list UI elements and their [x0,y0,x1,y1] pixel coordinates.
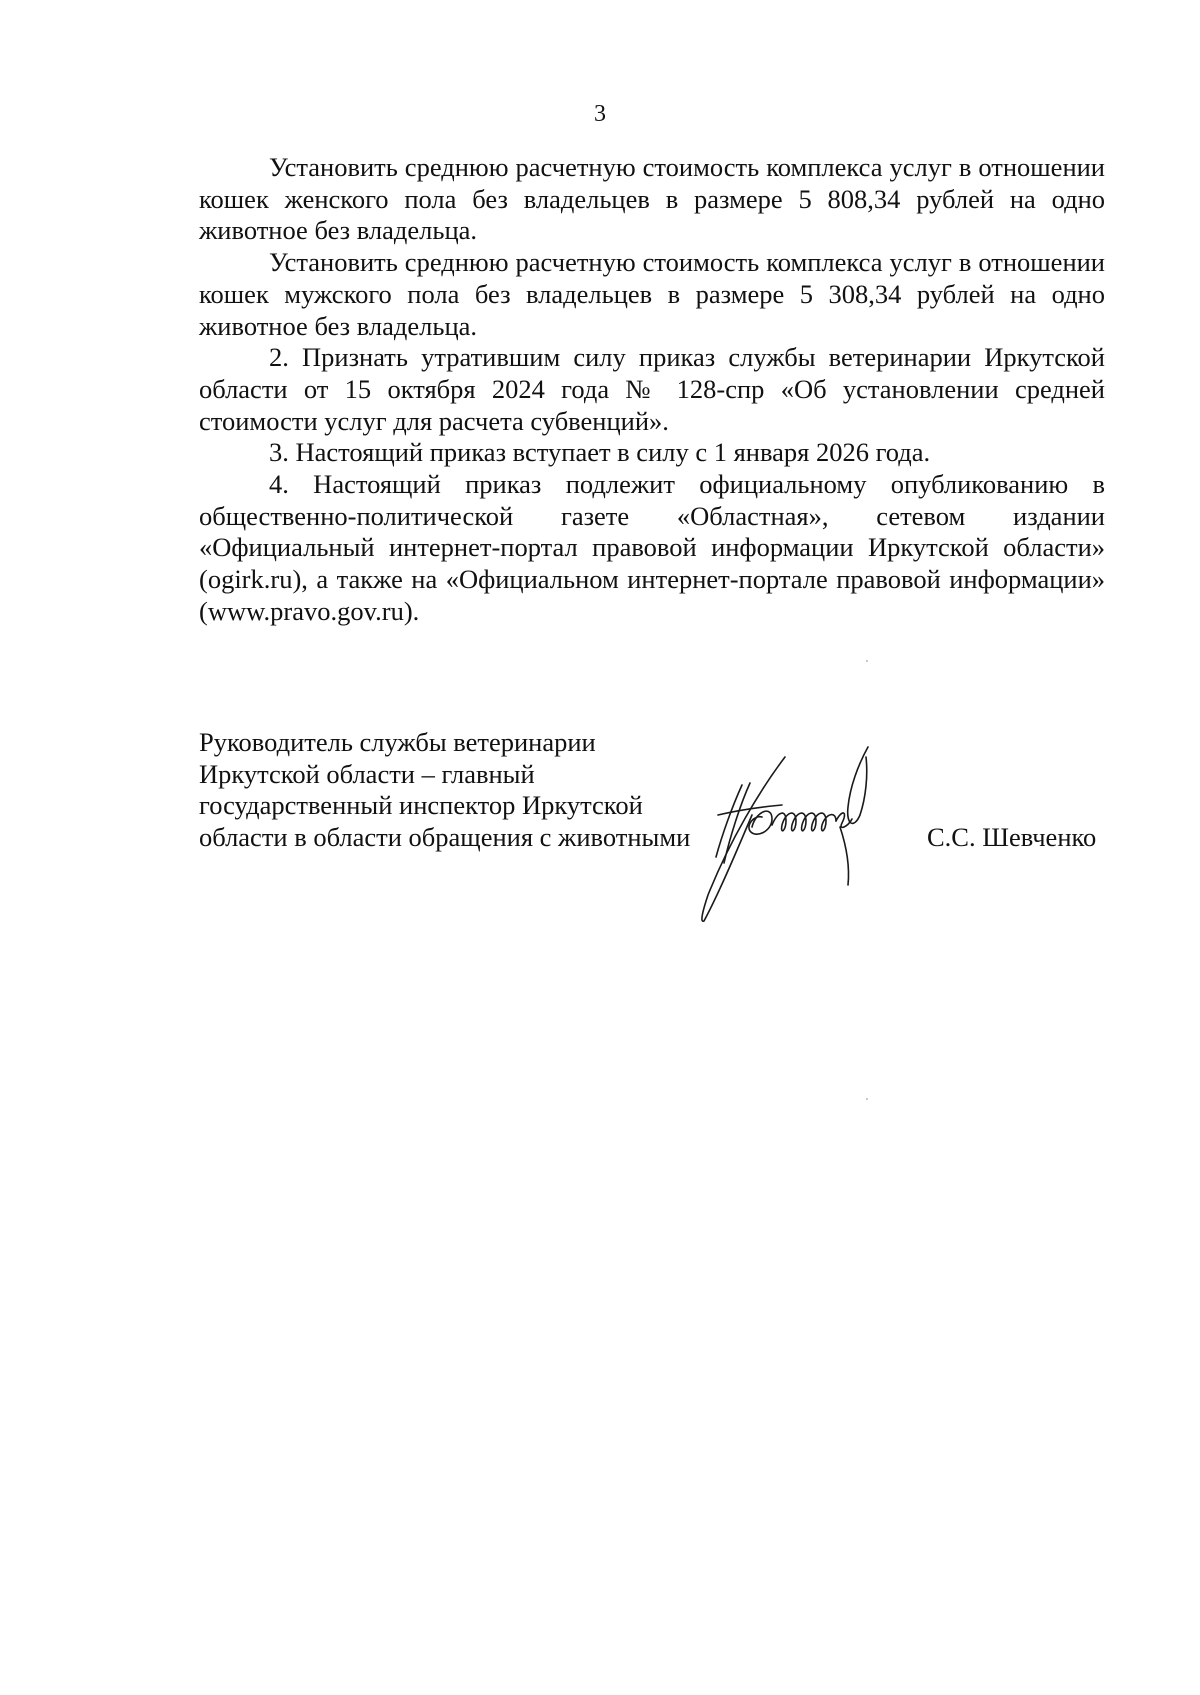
position-line: Руководитель службы ветеринарии [199,727,596,757]
page-number: 3 [594,101,606,127]
signer-name: С.С. Шевченко [927,822,1097,852]
position-line: области в области обращения с животными [199,822,691,853]
paragraph-publication: 4. Настоящий приказ подлежит официальному опубликованию в общественно-политической газете «Областная», сетевом издании «Официальный интернет-портал правовой информации Иркутской области» (ogirk.ru), а также на «Официальном интернет-портале правовой информации» (www.pravo.gov.ru). [199,469,1105,626]
paragraph-female-cats-cost: Установить среднюю расчетную стоимость комплекса услуг в отношении кошек женского пола без владельцев в размере 5 808,34 рублей на одно животное без владельца. [199,152,1105,246]
position-line: государственный инспектор Иркутской [199,790,643,821]
position-line: Иркутской области – главный [199,758,535,789]
handwritten-signature [690,745,940,930]
document-body [199,152,1105,628]
paragraph-effective-date: 3. Настоящий приказ вступает в силу с 1 января 2026 года. [269,437,931,468]
paragraph-male-cats-cost: Установить среднюю расчетную стоимость комплекса услуг в отношении кошек мужского пола без владельцев в размере 5 308,34 рублей на одно животное без владельца. [199,247,1105,341]
paragraph-repeal-order: 2. Признать утратившим силу приказ службы ветеринарии Иркутской области от 15 октября 2024 года № 128-спр «Об установлении средней стоимости услуг для расчета субвенций». [199,342,1105,436]
signatory-position [199,727,690,854]
scan-speck [866,1098,868,1100]
scan-speck [866,660,868,662]
